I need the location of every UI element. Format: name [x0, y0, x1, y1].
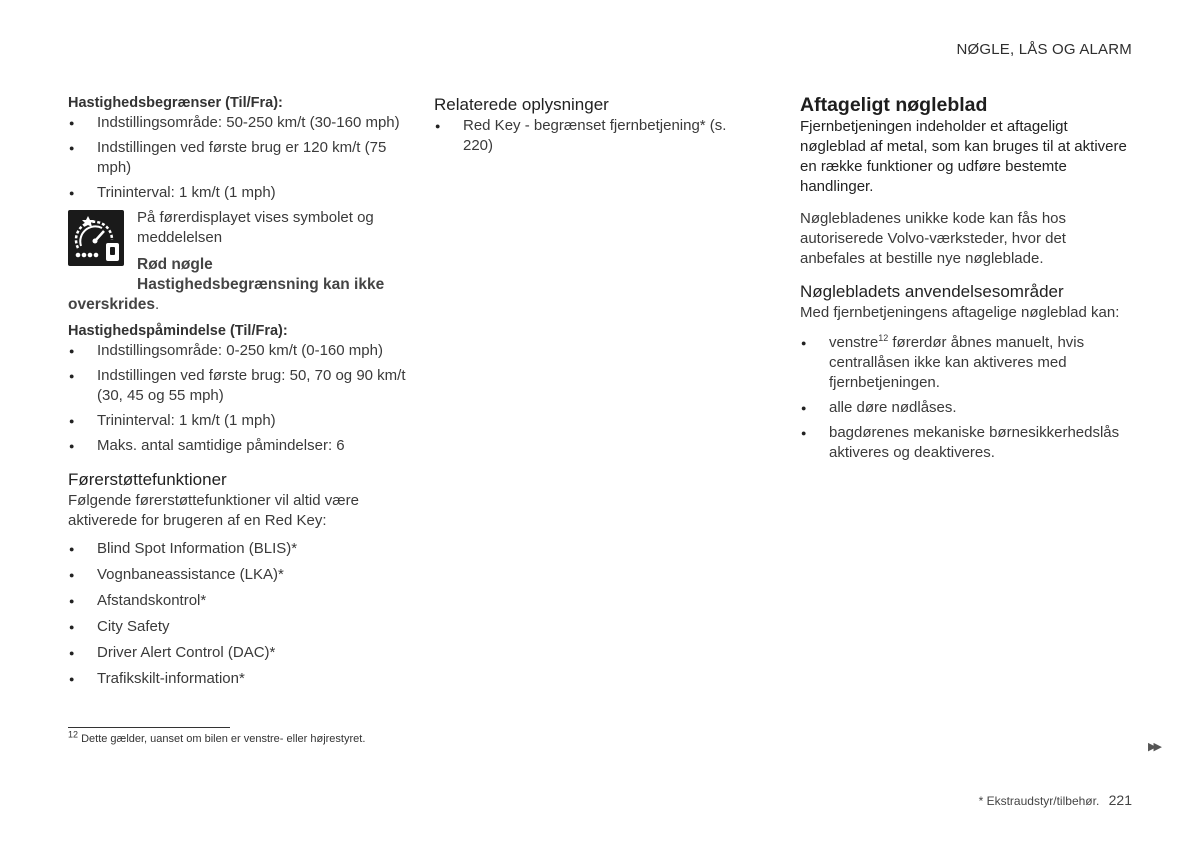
- list-item: [800, 333, 1135, 393]
- list-item: ● Maks. antal samtidige påmindelser: 6: [68, 436, 408, 456]
- list-item: ● City Safety: [68, 617, 408, 637]
- column-middle: [434, 93, 754, 161]
- usage-intro: Med fjernbetjeningens aftagelige nøgleblad kan:: [800, 304, 1120, 321]
- footnote-ref: 12: [878, 333, 889, 343]
- speed-limiter-heading: Hastighedsbegrænser (Til/Fra):: [68, 95, 283, 111]
- list-item: ● Indstillingsområde: 50-250 km/t (30-160 mph): [68, 113, 408, 133]
- column-left: [68, 93, 408, 695]
- display-note-text: På førerdisplayet vises symbolet og meddelelsen: [137, 209, 374, 246]
- display-note: [68, 208, 408, 315]
- speed-reminder-list: [68, 341, 408, 456]
- accessory-note: * Ekstraudstyr/tilbehør.: [978, 794, 1100, 808]
- speed-limiter-list: [68, 113, 408, 203]
- list-item: ● Afstandskontrol*: [68, 591, 408, 611]
- page-number: 221: [1108, 792, 1132, 808]
- section-title: Aftageligt nøgleblad: [800, 94, 988, 116]
- list-item: ● Blind Spot Information (BLIS)*: [68, 539, 408, 559]
- list-item: ● bagdørenes mekaniske børnesikkerhedslås aktiveres og deaktiveres.: [800, 423, 1135, 463]
- footnote-text: Dette gælder, uanset om bilen er venstre- eller højrestyret.: [81, 733, 366, 745]
- usage-list: [800, 333, 1135, 463]
- item-text: venstre: [829, 334, 879, 351]
- item-text: førerdør åbnes manuelt, hvis centrallåsen ikke kan aktiveres med fjernbetjeningen.: [829, 334, 1085, 391]
- double-arrow-right-icon: ▶▶: [1148, 741, 1159, 753]
- driver-support-intro: Følgende førerstøttefunktioner vil altid være aktiverede for brugeren af en Red Key:: [68, 492, 359, 529]
- list-item: ● Trininterval: 1 km/t (1 mph): [68, 411, 408, 431]
- chapter-header: NØGLE, LÅS OG ALARM: [956, 41, 1132, 58]
- speed-limit-key-icon: [68, 210, 124, 266]
- list-item: ● Trafikskilt-information*: [68, 669, 408, 689]
- speed-reminder-heading: Hastighedspåmindelse (Til/Fra):: [68, 323, 288, 339]
- message-line-1: Rød nøgle: [137, 256, 213, 273]
- footnote-number: 12: [68, 729, 79, 740]
- related-info-list: [434, 116, 754, 156]
- list-item: ● Vognbaneassistance (LKA)*: [68, 565, 408, 585]
- related-info-heading: Relaterede oplysninger: [434, 95, 609, 114]
- footnote: [68, 729, 366, 746]
- list-item: ● Indstillingen ved første brug er 120 km/t (75 mph): [68, 138, 408, 178]
- list-item: ● Trininterval: 1 km/t (1 mph): [68, 183, 408, 203]
- section-intro: Fjernbetjeningen indeholder et aftageligt nøgleblad af metal, som kan bruges til at aktivere en række funktioner og udføre bestemte handlinger.: [800, 118, 1127, 195]
- footnote-divider: [68, 727, 230, 728]
- driver-support-heading: Førerstøttefunktioner: [68, 470, 227, 489]
- list-item: ● Indstillingen ved første brug: 50, 70 og 90 km/t (30, 45 og 55 mph): [68, 366, 408, 406]
- list-item: ● Driver Alert Control (DAC)*: [68, 643, 408, 663]
- driver-support-list: [68, 539, 408, 689]
- usage-heading: Nøglebladets anvendelsesområder: [800, 282, 1064, 301]
- section-paragraph: Nøglebladenes unikke kode kan fås hos autoriserede Volvo-værksteder, hvor det anbefales at bestille nye nøgleblade.: [800, 210, 1067, 267]
- page-footer: [979, 790, 1132, 811]
- list-item: ● Indstillingsområde: 0-250 km/t (0-160 mph): [68, 341, 408, 361]
- list-item: ● alle døre nødlåses.: [800, 398, 1135, 418]
- related-link[interactable]: ● Red Key - begrænset fjernbetjening* (s. 220): [434, 116, 754, 156]
- message-line-3: overskrides: [68, 296, 156, 313]
- message-period: .: [155, 296, 160, 313]
- column-right: [800, 93, 1135, 468]
- message-line-2: Hastighedsbegrænsning kan ikke: [137, 276, 385, 293]
